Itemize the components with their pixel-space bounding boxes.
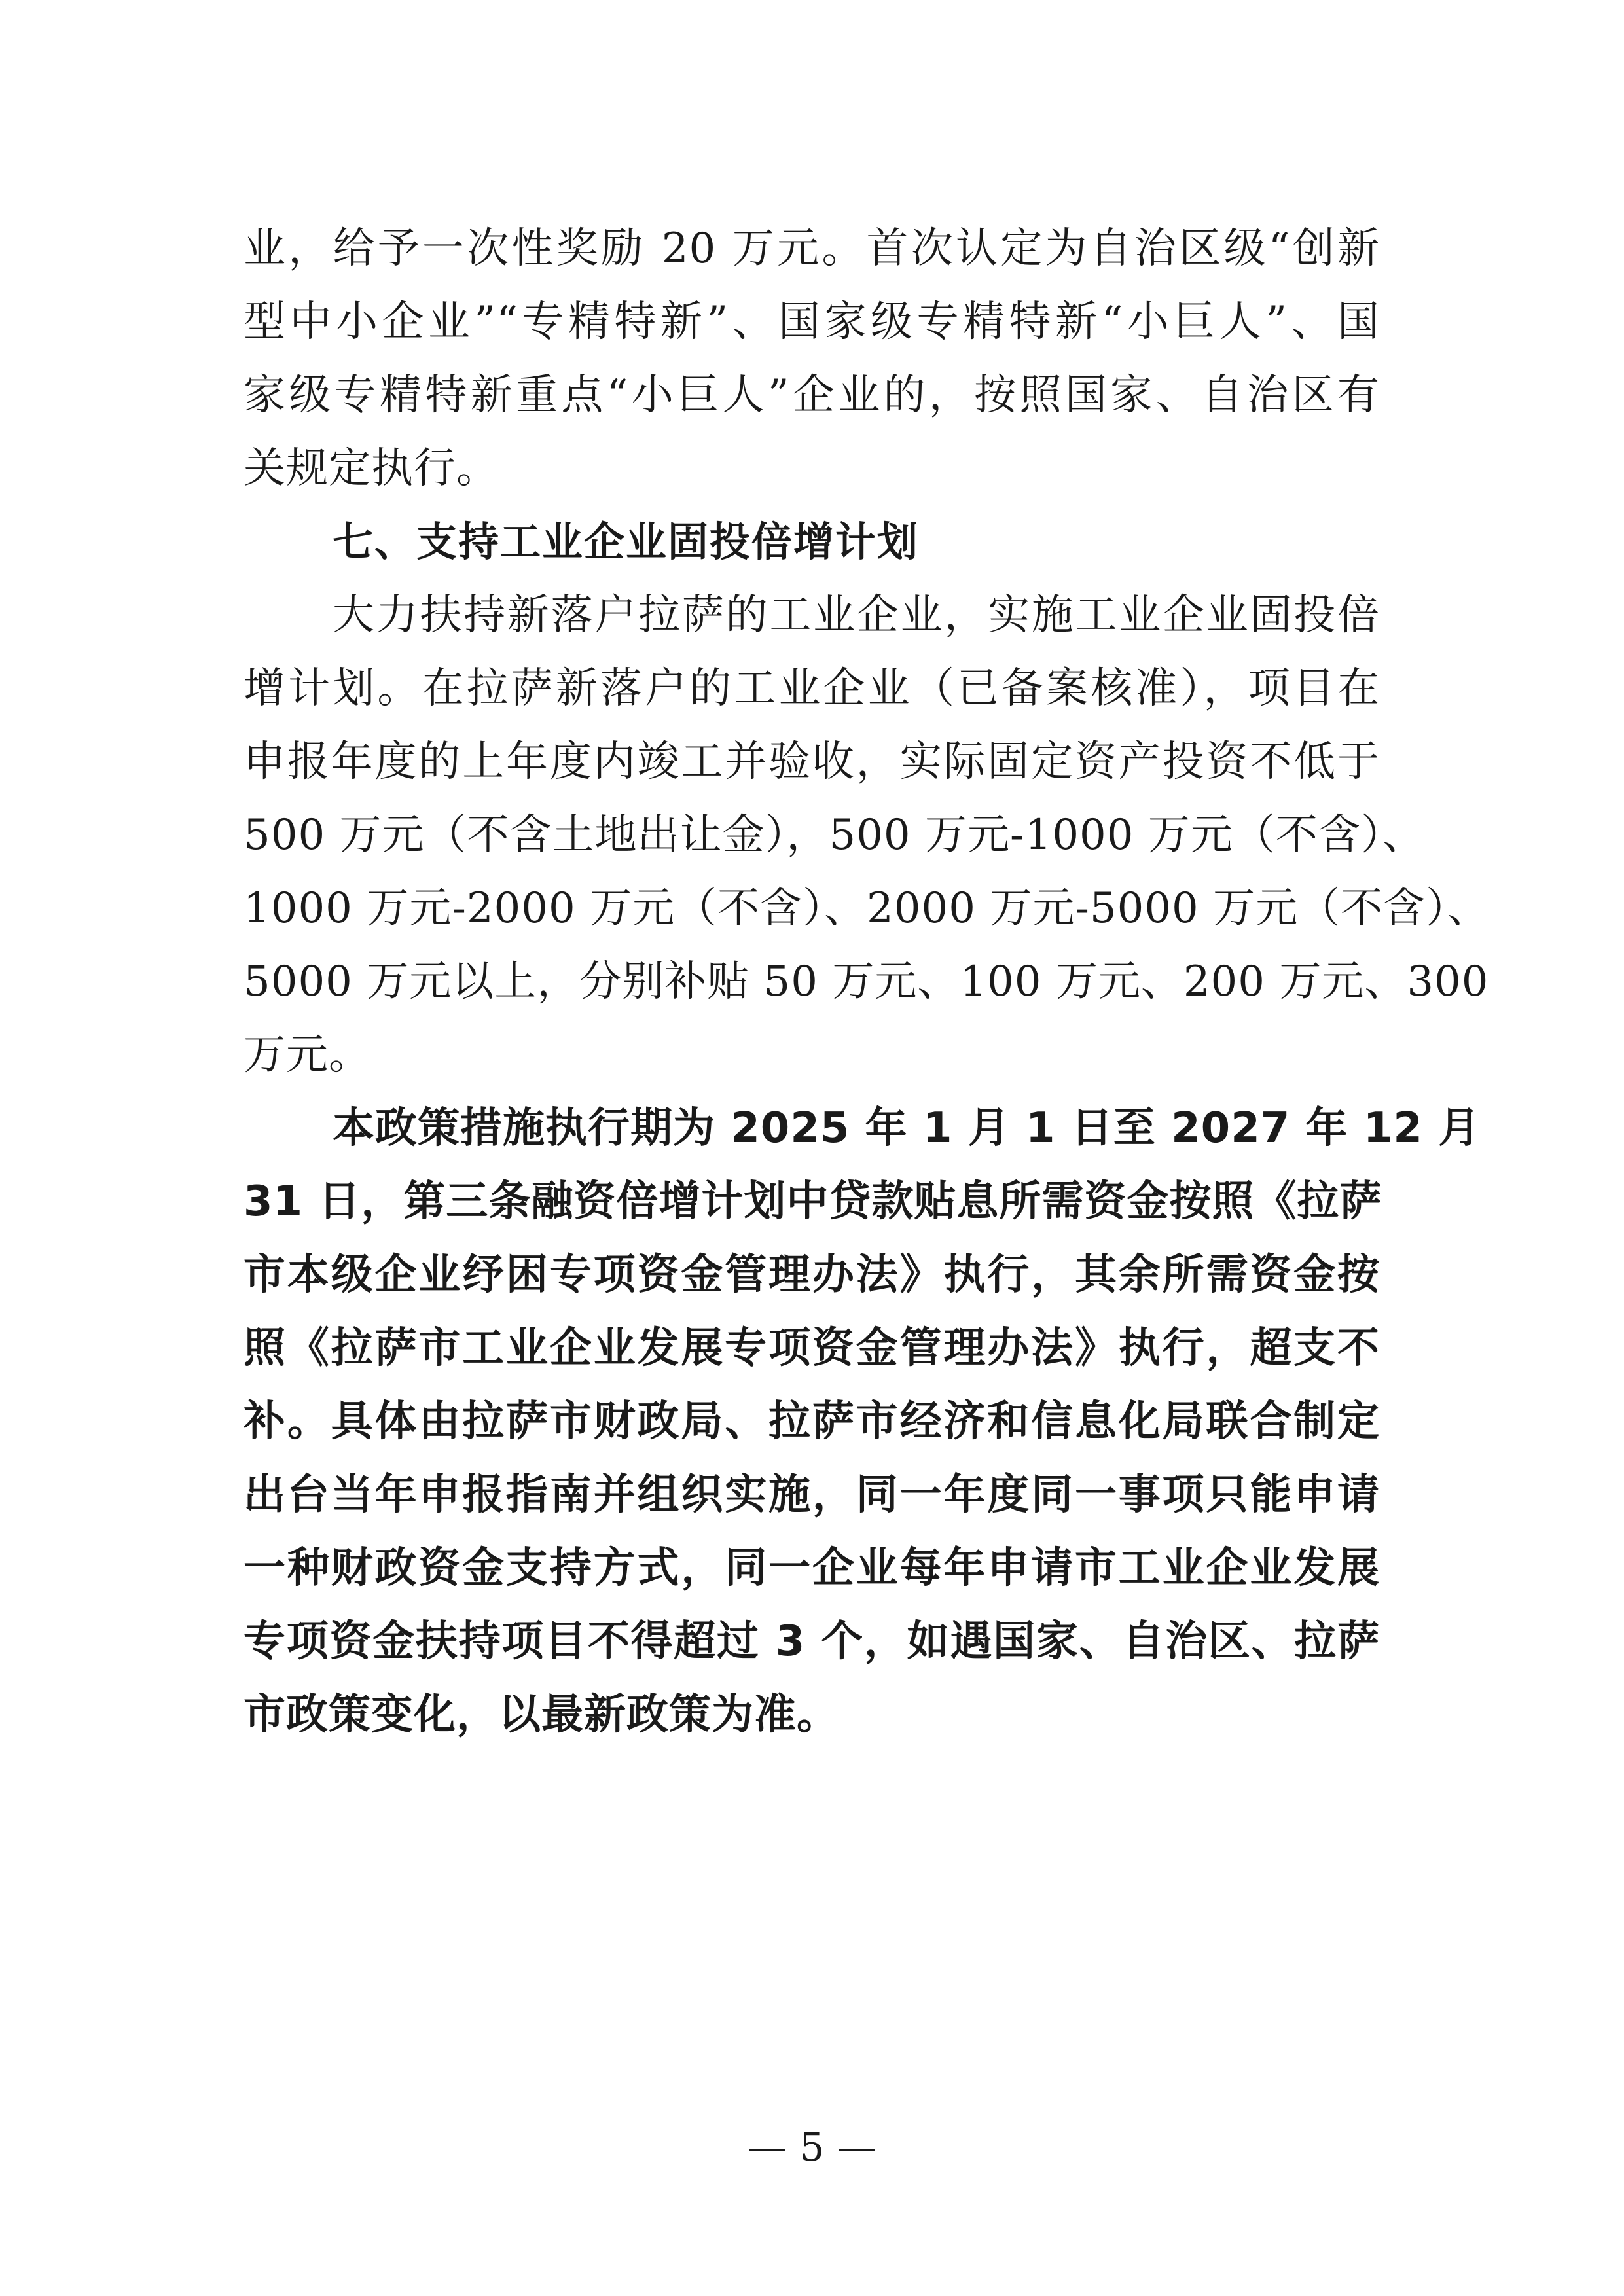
closing-paragraph-line: 补。具体由拉萨市财政局、拉萨市经济和信息化局联合制定 <box>244 1397 1380 1446</box>
paragraph-line: 万元。 <box>244 1031 371 1079</box>
closing-paragraph-line: 市政策变化，以最新政策为准。 <box>244 1691 839 1739</box>
paragraph-line: 1000 万元-2000 万元（不含）、2000 万元-5000 万元（不含）、 <box>244 884 1490 933</box>
closing-paragraph-line: 31 日，第三条融资倍增计划中贷款贴息所需资金按照《拉萨 <box>244 1177 1382 1226</box>
paragraph-line: 关规定执行。 <box>244 444 499 493</box>
paragraph-line: 家级专精特新重点“小巨人”企业的，按照国家、自治区有 <box>244 371 1380 420</box>
closing-paragraph-line: 照《拉萨市工业企业发展专项资金管理办法》执行，超支不 <box>244 1324 1380 1372</box>
closing-paragraph-line: 本政策措施执行期为 2025 年 1 月 1 日至 2027 年 12 月 <box>333 1104 1481 1153</box>
closing-paragraph-line: 市本级企业纾困专项资金管理办法》执行，其余所需资金按 <box>244 1251 1380 1299</box>
paragraph-line: 大力扶持新落户拉萨的工业企业，实施工业企业固投倍 <box>333 591 1380 639</box>
closing-paragraph-line: 出台当年申报指南并组织实施，同一年度同一事项只能申请 <box>244 1471 1380 1519</box>
page-number: — 5 — <box>748 2125 876 2170</box>
paragraph-line: 业，给予一次性奖励 20 万元。首次认定为自治区级“创新 <box>244 224 1380 273</box>
paragraph-line: 申报年度的上年度内竣工并验收，实际固定资产投资不低于 <box>244 738 1380 786</box>
closing-paragraph-line: 一种财政资金支持方式，同一企业每年申请市工业企业发展 <box>244 1544 1380 1592</box>
paragraph-line: 5000 万元以上，分别补贴 50 万元、100 万元、200 万元、300 <box>244 958 1489 1006</box>
paragraph-line: 增计划。在拉萨新落户的工业企业（已备案核准），项目在 <box>244 664 1380 713</box>
paragraph-line: 500 万元（不含土地出让金），500 万元-1000 万元（不含）、 <box>244 811 1425 859</box>
paragraph-line: 型中小企业”“专精特新”、国家级专精特新“小巨人”、国 <box>244 298 1380 346</box>
closing-paragraph-line: 专项资金扶持项目不得超过 3 个，如遇国家、自治区、拉萨 <box>244 1617 1380 1666</box>
section-heading: 七、支持工业企业固投倍增计划 <box>333 518 920 565</box>
